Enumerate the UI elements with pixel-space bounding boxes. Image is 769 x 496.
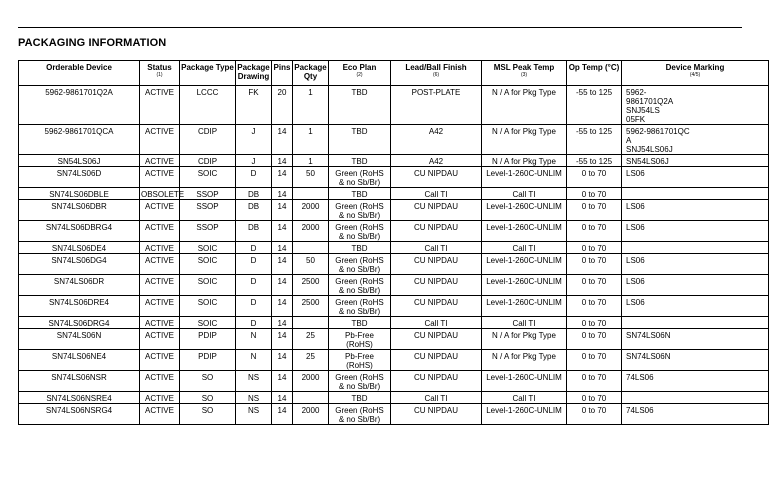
cell-device: SN74LS06NE4 bbox=[19, 350, 140, 371]
table-body bbox=[19, 86, 769, 425]
column-header-label: Package Qty bbox=[294, 63, 327, 81]
cell-marking: SN74LS06N bbox=[622, 329, 769, 350]
column-header-label: Eco Plan bbox=[342, 63, 377, 72]
cell-type: SOIC bbox=[180, 242, 236, 254]
cell-eco: TBD bbox=[329, 317, 391, 329]
cell-eco: TBD bbox=[329, 125, 391, 155]
cell-pins: 14 bbox=[272, 350, 293, 371]
cell-marking: SN74LS06N bbox=[622, 350, 769, 371]
cell-temp: 0 to 70 bbox=[567, 329, 622, 350]
cell-qty: 2000 bbox=[293, 200, 329, 221]
cell-eco: Green (RoHS & no Sb/Br) bbox=[329, 254, 391, 275]
cell-drawing: D bbox=[236, 254, 272, 275]
cell-status: ACTIVE bbox=[140, 86, 180, 125]
column-header-label: Device Marking bbox=[665, 63, 725, 72]
cell-pins: 20 bbox=[272, 86, 293, 125]
cell-type: SSOP bbox=[180, 188, 236, 200]
cell-finish: CU NIPDAU bbox=[391, 329, 482, 350]
cell-finish: CU NIPDAU bbox=[391, 296, 482, 317]
cell-device: SN74LS06DG4 bbox=[19, 254, 140, 275]
cell-marking: LS06 bbox=[622, 167, 769, 188]
cell-qty bbox=[293, 392, 329, 404]
table-row bbox=[19, 296, 769, 317]
cell-eco: Green (RoHS & no Sb/Br) bbox=[329, 200, 391, 221]
column-header-status bbox=[140, 61, 180, 86]
cell-eco: TBD bbox=[329, 155, 391, 167]
table-row bbox=[19, 188, 769, 200]
cell-pins: 14 bbox=[272, 296, 293, 317]
cell-qty bbox=[293, 188, 329, 200]
cell-status: ACTIVE bbox=[140, 404, 180, 425]
cell-marking: SN54LS06J bbox=[622, 155, 769, 167]
cell-pins: 14 bbox=[272, 392, 293, 404]
cell-device: SN74LS06NSRE4 bbox=[19, 392, 140, 404]
cell-qty: 1 bbox=[293, 86, 329, 125]
cell-type: CDIP bbox=[180, 125, 236, 155]
cell-pins: 14 bbox=[272, 155, 293, 167]
cell-pins: 14 bbox=[272, 188, 293, 200]
page-title: PACKAGING INFORMATION bbox=[18, 37, 167, 49]
cell-marking bbox=[622, 317, 769, 329]
cell-msl: Level-1-260C-UNLIM bbox=[482, 404, 567, 425]
cell-device: SN74LS06NSR bbox=[19, 371, 140, 392]
cell-device: SN54LS06J bbox=[19, 155, 140, 167]
cell-temp: 0 to 70 bbox=[567, 200, 622, 221]
cell-msl: N / A for Pkg Type bbox=[482, 86, 567, 125]
cell-temp: 0 to 70 bbox=[567, 167, 622, 188]
cell-drawing: DB bbox=[236, 200, 272, 221]
cell-drawing: N bbox=[236, 329, 272, 350]
cell-finish: Call TI bbox=[391, 188, 482, 200]
table-row bbox=[19, 200, 769, 221]
cell-drawing: D bbox=[236, 275, 272, 296]
column-header-msl bbox=[482, 61, 567, 86]
cell-finish: Call TI bbox=[391, 317, 482, 329]
cell-marking: LS06 bbox=[622, 254, 769, 275]
cell-device: SN74LS06N bbox=[19, 329, 140, 350]
cell-marking: LS06 bbox=[622, 275, 769, 296]
cell-status: ACTIVE bbox=[140, 167, 180, 188]
cell-msl: Level-1-260C-UNLIM bbox=[482, 167, 567, 188]
column-header-marking bbox=[622, 61, 769, 86]
cell-pins: 14 bbox=[272, 242, 293, 254]
cell-type: SOIC bbox=[180, 167, 236, 188]
table-row bbox=[19, 317, 769, 329]
cell-drawing: D bbox=[236, 317, 272, 329]
cell-eco: Green (RoHS & no Sb/Br) bbox=[329, 371, 391, 392]
cell-type: SSOP bbox=[180, 200, 236, 221]
cell-qty: 50 bbox=[293, 254, 329, 275]
table-row bbox=[19, 86, 769, 125]
column-header-label: Op Temp (°C) bbox=[568, 63, 620, 72]
cell-status: ACTIVE bbox=[140, 392, 180, 404]
cell-temp: -55 to 125 bbox=[567, 86, 622, 125]
cell-device: 5962-9861701QCA bbox=[19, 125, 140, 155]
cell-drawing: NS bbox=[236, 392, 272, 404]
cell-qty: 2000 bbox=[293, 404, 329, 425]
cell-qty: 2000 bbox=[293, 371, 329, 392]
column-header-eco bbox=[329, 61, 391, 86]
cell-msl: Level-1-260C-UNLIM bbox=[482, 221, 567, 242]
cell-temp: 0 to 70 bbox=[567, 254, 622, 275]
column-header-device bbox=[19, 61, 140, 86]
cell-drawing: N bbox=[236, 350, 272, 371]
table-row bbox=[19, 155, 769, 167]
cell-pins: 14 bbox=[272, 275, 293, 296]
cell-marking: 74LS06 bbox=[622, 404, 769, 425]
cell-temp: 0 to 70 bbox=[567, 392, 622, 404]
cell-temp: 0 to 70 bbox=[567, 188, 622, 200]
cell-device: SN74LS06DR bbox=[19, 275, 140, 296]
cell-marking bbox=[622, 242, 769, 254]
cell-status: ACTIVE bbox=[140, 317, 180, 329]
cell-drawing: FK bbox=[236, 86, 272, 125]
cell-pins: 14 bbox=[272, 329, 293, 350]
cell-drawing: D bbox=[236, 296, 272, 317]
cell-temp: 0 to 70 bbox=[567, 350, 622, 371]
column-header-note: (6) bbox=[432, 72, 440, 78]
column-header-label: Package Drawing bbox=[237, 63, 270, 81]
cell-qty: 50 bbox=[293, 167, 329, 188]
cell-finish: CU NIPDAU bbox=[391, 350, 482, 371]
cell-msl: Level-1-260C-UNLIM bbox=[482, 275, 567, 296]
cell-marking: 74LS06 bbox=[622, 371, 769, 392]
cell-status: ACTIVE bbox=[140, 200, 180, 221]
cell-pins: 14 bbox=[272, 167, 293, 188]
table-row bbox=[19, 167, 769, 188]
table-row bbox=[19, 254, 769, 275]
cell-type: SO bbox=[180, 371, 236, 392]
cell-device: SN74LS06DRG4 bbox=[19, 317, 140, 329]
column-header-finish bbox=[391, 61, 482, 86]
cell-drawing: DB bbox=[236, 221, 272, 242]
cell-pins: 14 bbox=[272, 221, 293, 242]
column-header-label: MSL Peak Temp bbox=[493, 63, 555, 72]
cell-status: ACTIVE bbox=[140, 242, 180, 254]
cell-finish: CU NIPDAU bbox=[391, 275, 482, 296]
table-row bbox=[19, 242, 769, 254]
cell-drawing: D bbox=[236, 242, 272, 254]
cell-device: 5962-9861701Q2A bbox=[19, 86, 140, 125]
cell-msl: Call TI bbox=[482, 392, 567, 404]
cell-status: ACTIVE bbox=[140, 296, 180, 317]
table-row bbox=[19, 404, 769, 425]
cell-pins: 14 bbox=[272, 404, 293, 425]
cell-eco: TBD bbox=[329, 392, 391, 404]
cell-status: ACTIVE bbox=[140, 329, 180, 350]
cell-temp: -55 to 125 bbox=[567, 155, 622, 167]
table-row bbox=[19, 350, 769, 371]
cell-msl: Level-1-260C-UNLIM bbox=[482, 200, 567, 221]
cell-marking bbox=[622, 392, 769, 404]
cell-pins: 14 bbox=[272, 317, 293, 329]
cell-finish: POST-PLATE bbox=[391, 86, 482, 125]
cell-marking: LS06 bbox=[622, 200, 769, 221]
column-header-label: Lead/Ball Finish bbox=[405, 63, 467, 72]
column-header-note: (4/5) bbox=[689, 72, 701, 78]
cell-msl: N / A for Pkg Type bbox=[482, 125, 567, 155]
column-header-temp bbox=[567, 61, 622, 86]
cell-marking: 5962-9861701QC A SNJ54LS06J bbox=[622, 125, 769, 155]
cell-status: ACTIVE bbox=[140, 125, 180, 155]
cell-finish: CU NIPDAU bbox=[391, 167, 482, 188]
cell-qty bbox=[293, 317, 329, 329]
cell-pins: 14 bbox=[272, 254, 293, 275]
cell-type: SOIC bbox=[180, 317, 236, 329]
cell-eco: Pb-Free (RoHS) bbox=[329, 350, 391, 371]
table-row bbox=[19, 125, 769, 155]
cell-temp: 0 to 70 bbox=[567, 242, 622, 254]
cell-temp: 0 to 70 bbox=[567, 275, 622, 296]
cell-msl: Level-1-260C-UNLIM bbox=[482, 296, 567, 317]
cell-status: OBSOLETE bbox=[140, 188, 180, 200]
table-row bbox=[19, 329, 769, 350]
cell-qty bbox=[293, 242, 329, 254]
cell-qty: 2500 bbox=[293, 296, 329, 317]
cell-pins: 14 bbox=[272, 125, 293, 155]
cell-pins: 14 bbox=[272, 200, 293, 221]
cell-marking: LS06 bbox=[622, 221, 769, 242]
cell-msl: Call TI bbox=[482, 188, 567, 200]
cell-drawing: DB bbox=[236, 188, 272, 200]
cell-qty: 1 bbox=[293, 155, 329, 167]
cell-marking bbox=[622, 188, 769, 200]
cell-msl: Call TI bbox=[482, 242, 567, 254]
column-header-label: Orderable Device bbox=[46, 63, 112, 72]
cell-qty: 25 bbox=[293, 329, 329, 350]
cell-msl: Level-1-260C-UNLIM bbox=[482, 254, 567, 275]
cell-type: PDIP bbox=[180, 350, 236, 371]
cell-finish: Call TI bbox=[391, 392, 482, 404]
cell-type: LCCC bbox=[180, 86, 236, 125]
column-header-note: (3) bbox=[520, 72, 528, 78]
cell-finish: CU NIPDAU bbox=[391, 404, 482, 425]
cell-device: SN74LS06DBRG4 bbox=[19, 221, 140, 242]
cell-qty: 1 bbox=[293, 125, 329, 155]
cell-type: SOIC bbox=[180, 254, 236, 275]
cell-temp: -55 to 125 bbox=[567, 125, 622, 155]
cell-eco: Green (RoHS & no Sb/Br) bbox=[329, 275, 391, 296]
cell-qty: 2500 bbox=[293, 275, 329, 296]
cell-device: SN74LS06DRE4 bbox=[19, 296, 140, 317]
cell-eco: Green (RoHS & no Sb/Br) bbox=[329, 296, 391, 317]
cell-type: SOIC bbox=[180, 275, 236, 296]
cell-drawing: J bbox=[236, 125, 272, 155]
cell-marking: LS06 bbox=[622, 296, 769, 317]
cell-finish: CU NIPDAU bbox=[391, 371, 482, 392]
cell-temp: 0 to 70 bbox=[567, 404, 622, 425]
cell-finish: CU NIPDAU bbox=[391, 254, 482, 275]
cell-device: SN74LS06NSRG4 bbox=[19, 404, 140, 425]
cell-msl: Call TI bbox=[482, 317, 567, 329]
cell-status: ACTIVE bbox=[140, 155, 180, 167]
cell-type: SSOP bbox=[180, 221, 236, 242]
cell-status: ACTIVE bbox=[140, 350, 180, 371]
cell-msl: N / A for Pkg Type bbox=[482, 350, 567, 371]
column-header-drawing bbox=[236, 61, 272, 86]
packaging-table bbox=[18, 60, 769, 425]
cell-pins: 14 bbox=[272, 371, 293, 392]
cell-eco: TBD bbox=[329, 242, 391, 254]
table-row bbox=[19, 392, 769, 404]
cell-status: ACTIVE bbox=[140, 254, 180, 275]
column-header-label: Pins bbox=[273, 63, 291, 72]
cell-qty: 2000 bbox=[293, 221, 329, 242]
cell-temp: 0 to 70 bbox=[567, 296, 622, 317]
cell-eco: TBD bbox=[329, 188, 391, 200]
column-header-pins bbox=[272, 61, 293, 86]
column-header-qty bbox=[293, 61, 329, 86]
cell-drawing: NS bbox=[236, 371, 272, 392]
cell-msl: N / A for Pkg Type bbox=[482, 329, 567, 350]
column-header-type bbox=[180, 61, 236, 86]
table-row bbox=[19, 221, 769, 242]
cell-eco: Pb-Free (RoHS) bbox=[329, 329, 391, 350]
cell-type: SO bbox=[180, 404, 236, 425]
cell-device: SN74LS06DE4 bbox=[19, 242, 140, 254]
cell-status: ACTIVE bbox=[140, 371, 180, 392]
cell-finish: A42 bbox=[391, 155, 482, 167]
cell-finish: A42 bbox=[391, 125, 482, 155]
cell-type: CDIP bbox=[180, 155, 236, 167]
cell-drawing: NS bbox=[236, 404, 272, 425]
cell-device: SN74LS06D bbox=[19, 167, 140, 188]
column-header-note: (1) bbox=[156, 72, 163, 78]
column-header-label: Package Type bbox=[181, 63, 234, 72]
table-header-row bbox=[19, 61, 769, 86]
cell-msl: Level-1-260C-UNLIM bbox=[482, 371, 567, 392]
cell-status: ACTIVE bbox=[140, 221, 180, 242]
table-row bbox=[19, 275, 769, 296]
cell-qty: 25 bbox=[293, 350, 329, 371]
cell-eco: Green (RoHS & no Sb/Br) bbox=[329, 167, 391, 188]
cell-type: SO bbox=[180, 392, 236, 404]
table-row bbox=[19, 371, 769, 392]
cell-temp: 0 to 70 bbox=[567, 371, 622, 392]
cell-temp: 0 to 70 bbox=[567, 221, 622, 242]
cell-eco: Green (RoHS & no Sb/Br) bbox=[329, 221, 391, 242]
column-header-label: Status bbox=[147, 63, 172, 72]
column-header-note: (2) bbox=[356, 72, 363, 78]
cell-marking: 5962- 9861701Q2A SNJ54LS 05FK bbox=[622, 86, 769, 125]
cell-eco: Green (RoHS & no Sb/Br) bbox=[329, 404, 391, 425]
cell-drawing: D bbox=[236, 167, 272, 188]
cell-finish: CU NIPDAU bbox=[391, 221, 482, 242]
cell-finish: Call TI bbox=[391, 242, 482, 254]
cell-device: SN74LS06DBLE bbox=[19, 188, 140, 200]
cell-type: SOIC bbox=[180, 296, 236, 317]
cell-type: PDIP bbox=[180, 329, 236, 350]
cell-device: SN74LS06DBR bbox=[19, 200, 140, 221]
cell-status: ACTIVE bbox=[140, 275, 180, 296]
cell-drawing: J bbox=[236, 155, 272, 167]
cell-temp: 0 to 70 bbox=[567, 317, 622, 329]
top-rule bbox=[18, 27, 742, 28]
cell-eco: TBD bbox=[329, 86, 391, 125]
cell-finish: CU NIPDAU bbox=[391, 200, 482, 221]
cell-msl: N / A for Pkg Type bbox=[482, 155, 567, 167]
